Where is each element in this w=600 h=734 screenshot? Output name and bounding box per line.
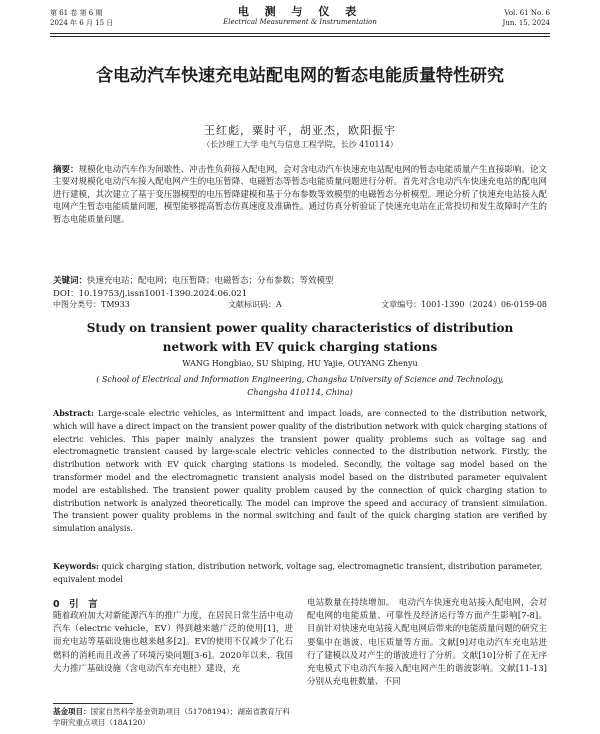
keywords-cn-text: 快速充电站；配电网；电压暂降；电磁暂态；分布参数；等效模型	[87, 276, 334, 286]
header-center	[50, 6, 550, 28]
paper-title-en: Study on transient power quality characteristics of distribution network with EV quick charging stations	[86, 321, 514, 354]
clc-number: 中图分类号：TM933	[53, 300, 130, 309]
abstract-en	[53, 407, 547, 536]
funding-footnote	[53, 706, 293, 728]
abstract-cn-text: 规模化电动汽车作为间歇性、冲击性负荷接入配电网，会对含电动汽车快速充电站配电网的暂态电能质量产生直接影响。论文主要对规模化电动汽车接入配电网产生的电压暂降、电磁暂态等暂态电能质量问题进行分析。首先对含电动汽车快速充电站的配电网进行建模，其次建立了基于变压器模型的电压暂降建模和基于分布参数等效模型的电磁暂态分析模型。理论分析了快速充电站接入配电网产生暂态电能质量问题，模型能够提高暂态仿真速度及准确性。通过仿真分析验证了快速充电站在正常投切和发生故障时产生的暂态电能质量问题。	[53, 165, 547, 225]
keywords-cn-label: 关键词：	[53, 276, 88, 286]
section-heading-introduction: 0 引 言	[53, 599, 98, 610]
body-column-right: 电站数量在持续增加。 电动汽车快速充电站接入配电网，会对配电网的电能质量、可靠性及经济运行等方面产生影响[7-8]。目前针对快速充电站接入配电网后带来的电能质量问题的研究主要集中在谐波、电压质量等方面。文献[9]对电动汽车充电站进行了建模以及对产生的谐波进行了分析。文献[10]分析了在无序充电模式下电动汽车接入配电网产生的谐波影响。文献[11-13]分别从充电桩数量、不同	[307, 598, 547, 688]
volume-issue: 第 61 卷 第 6 期	[50, 9, 103, 17]
journal-name-cn: 电 测 与 仪 表	[237, 5, 363, 18]
classification-line	[53, 299, 547, 311]
affiliation-en: ( School of Electrical and Information Engineering, Changsha University of Science and Technology, Changsha 410114, China)	[96, 375, 504, 397]
funding-label: 基金项目：	[53, 707, 91, 716]
publish-date-en: Jun. 15, 2024	[502, 19, 550, 27]
abstract-cn	[53, 164, 547, 226]
abstract-en-label: Abstract:	[53, 408, 94, 418]
header-rule-thick	[50, 33, 550, 34]
journal-header	[50, 6, 550, 30]
paper-title-cn: 含电动汽车快速充电站配电网的暂态电能质量特性研究	[96, 66, 504, 86]
header-rule-thin	[50, 36, 550, 37]
keywords-cn	[53, 275, 547, 287]
abstract-en-text: Large-scale electric vehicles, as intermittent and impact loads, are connected to the distribution network, which will have a direct impact on the transient power quality of the distribution network with quick charging stations of electric vehicles. This paper mainly analyzes the transient power quality problems such as voltage sag and electromagnetic transient caused by large-scale electric vehicles connected to the distribution network. Firstly, the distribution network with EV quick charging stations is modeled. Secondly, the voltage sag model based on the transformer model and the electromagnetic transient analysis model based on the distributed parameter equivalent model are established. The transient power quality problem caused by the connection of quick charging station to distribution network is analyzed theoretically. The model can improve the speed and accuracy of transient simulation. The transient power quality problems in the normal switching and fault of the quick charging station are verified by simulation analysis.	[53, 409, 547, 534]
keywords-en-text: quick charging station, distribution network, voltage sag, electromagnetic transient, distribution parameter, equivalent model	[53, 562, 543, 584]
authors-cn: 王红彪，粟时平，胡亚杰，欧阳振宇	[204, 124, 396, 137]
body-column-left: 随着政府加大对新能源汽车的推广力度，在居民日常生活中电动汽车（electric vehicle，EV）得到越来越广泛的使用[1]，进而充电站等基础设施也越来越多[2]。EV的使用不仅减少了化石燃料的消耗而且改善了环境污染问题[3-6]。2020年以来，我国大力推广基础设施（含电动汽车充电桩）建设，充	[53, 611, 293, 674]
funding-text: 国家自然科学基金资助项目（51708194）；湖南省教育厅科学研究重点项目（18A120）	[53, 707, 290, 727]
volume-issue-en: Vol. 61 No. 6	[504, 9, 550, 17]
article-number: 文章编号：1001-1390（2024）06-0159-08	[381, 300, 547, 309]
publish-date-cn: 2024 年 6 月 15 日	[50, 19, 114, 27]
header-right	[503, 8, 550, 28]
abstract-cn-label: 摘要：	[53, 165, 79, 175]
keywords-en-label: Keywords:	[53, 561, 100, 571]
doi: DOI：10.19753/j.issn1001-1390.2024.06.021	[53, 289, 248, 299]
affiliation-cn: （长沙理工大学 电气与信息工程学院，长沙 410114）	[202, 140, 398, 149]
document-code: 文献标识码：A	[228, 300, 282, 309]
journal-name-en: Electrical Measurement & Instrumentation	[223, 18, 377, 26]
footnote-rule	[53, 703, 133, 704]
authors-en: WANG Hongbiao, SU Shiping, HU Yajie, OUYANG Zhenyu	[182, 359, 418, 368]
keywords-en	[53, 560, 547, 587]
